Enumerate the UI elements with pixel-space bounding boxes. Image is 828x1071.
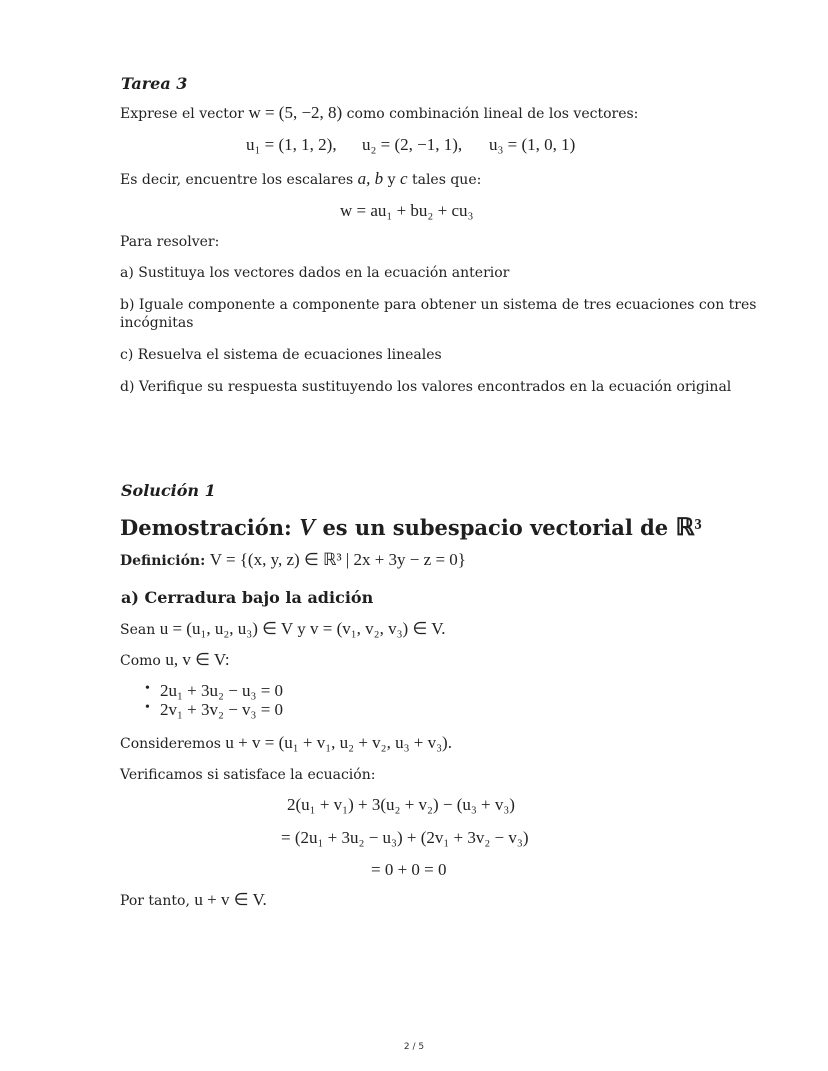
task-intro bbox=[120, 104, 638, 123]
como-math: u, v ∈ V: bbox=[165, 650, 230, 669]
step-c: c) Resuelva el sistema de ecuaciones lineales bbox=[120, 347, 442, 363]
heading-v: V bbox=[299, 515, 316, 541]
bullet-u-condition: • 2u₁ + 3u₂ − u₃ = 0 bbox=[160, 681, 283, 701]
task-intro-pre: Exprese el vector bbox=[120, 106, 244, 122]
es-decir-pre: Es decir, encuentre los escalares bbox=[120, 172, 354, 188]
consideremos-line bbox=[120, 734, 452, 753]
task-intro-post: como combinación lineal de los vectores: bbox=[346, 106, 639, 122]
derivation-line-1: 2(u₁ + v₁) + 3(u₂ + v₂) − (u₃ + v₃) bbox=[287, 795, 515, 814]
vector-u1: u₁ = (1, 1, 2), bbox=[246, 135, 337, 154]
sean-y: y bbox=[297, 622, 306, 638]
por-tanto-math: u + v ∈ V. bbox=[194, 890, 267, 909]
es-decir-line bbox=[120, 170, 481, 189]
sean-v: v = (v₁, v₂, v₃) ∈ V. bbox=[310, 619, 446, 638]
vector-u3: u₃ = (1, 0, 1) bbox=[489, 135, 576, 154]
para-resolver: Para resolver: bbox=[120, 234, 220, 250]
task-label: Tarea 3 bbox=[121, 74, 188, 93]
por-tanto-line bbox=[120, 891, 267, 910]
consideremos-math: u + v = (u₁ + v₁, u₂ + v₂, u₃ + v₃). bbox=[225, 733, 452, 752]
sean-pre: Sean bbox=[120, 622, 156, 638]
es-decir-y: y bbox=[387, 172, 396, 188]
definition-line bbox=[120, 551, 466, 570]
step-b-continued: incógnitas bbox=[120, 315, 194, 331]
step-b: b) Iguale componente a componente para obtener un sistema de tres ecuaciones con tres bbox=[120, 297, 757, 313]
w-definition: w = (5, −2, 8) bbox=[248, 103, 343, 122]
page-number: 2 / 5 bbox=[403, 1042, 425, 1052]
consideremos-pre: Consideremos bbox=[120, 736, 221, 752]
solution-heading bbox=[120, 513, 702, 542]
como-line bbox=[120, 651, 230, 670]
es-decir-post: tales que: bbox=[411, 172, 482, 188]
derivation-line-3: = 0 + 0 = 0 bbox=[371, 860, 447, 879]
solution-label: Solución 1 bbox=[121, 481, 216, 500]
bullet-v-condition: • 2v₁ + 3v₂ − v₃ = 0 bbox=[160, 700, 283, 720]
es-decir-c: c bbox=[399, 169, 408, 188]
sean-line bbox=[120, 620, 446, 639]
heading-pre: Demostración: bbox=[120, 515, 292, 540]
heading-r3: ℝ³ bbox=[675, 515, 702, 541]
definition-label: Definición: bbox=[120, 553, 206, 569]
linear-combination-equation: w = au₁ + bu₂ + cu₃ bbox=[340, 201, 474, 220]
definition-math: V = {(x, y, z) ∈ ℝ³ | 2x + 3y − z = 0} bbox=[209, 550, 466, 569]
por-tanto-pre: Por tanto, bbox=[120, 893, 190, 909]
step-d: d) Verifique su respuesta sustituyendo los valores encontrados en la ecuación original bbox=[120, 379, 732, 395]
subheading-addition: a) Cerradura bajo la adición bbox=[121, 588, 374, 607]
sean-u: u = (u₁, u₂, u₃) ∈ V bbox=[159, 619, 294, 638]
es-decir-vars: a, b bbox=[357, 169, 384, 188]
derivation-line-2: = (2u₁ + 3u₂ − u₃) + (2v₁ + 3v₂ − v₃) bbox=[281, 828, 529, 847]
heading-post: es un subespacio vectorial de bbox=[322, 515, 669, 540]
verificamos-line: Verificamos si satisface la ecuación: bbox=[120, 767, 376, 783]
step-a: a) Sustituya los vectores dados en la ecuación anterior bbox=[120, 265, 510, 281]
vector-u2: u₂ = (2, −1, 1), bbox=[362, 135, 463, 154]
como-pre: Como bbox=[120, 653, 161, 669]
